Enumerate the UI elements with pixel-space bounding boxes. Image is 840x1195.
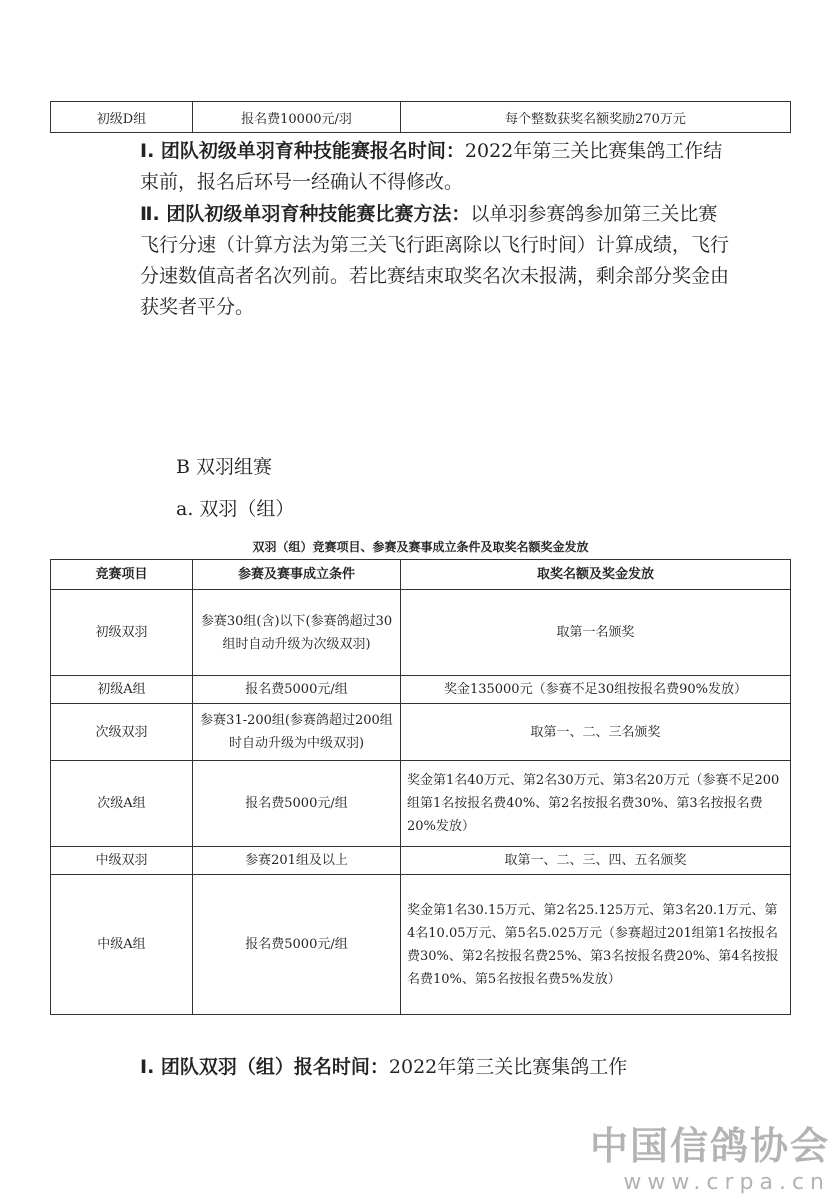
column-header: 竞赛项目: [51, 560, 193, 590]
table-cell: 次级双羽: [51, 704, 193, 761]
table-cell: 奖金第1名40万元、第2名30万元、第3名20万元（参赛不足200组第1名按报名费40%、第2名按报名费30%、第3名按报名费20%发放）: [401, 761, 791, 847]
table-cell: 参赛31-200组(参赛鸽超过200组时自动升级为中级双羽): [193, 704, 401, 761]
table-cell: 每个整数获奖名额奖励270万元: [401, 102, 791, 133]
prize-table: [50, 559, 791, 1015]
paragraph-label: Ⅱ. 团队初级单羽育种技能赛比赛方法：: [140, 203, 471, 225]
table-cell: 报名费5000元/组: [193, 875, 401, 1015]
table-cell: 初级D组: [51, 102, 193, 133]
watermark-url: www.crpa.cn: [623, 1170, 830, 1195]
table-cell: 初级双羽: [51, 590, 193, 676]
paragraph-text: 2022年第三关比赛集鸽工作结束前，报名后环号一经确认不得修改。: [140, 140, 723, 193]
watermark: [590, 1115, 830, 1195]
table-row: [51, 847, 791, 875]
paragraph-label: Ⅰ. 团队双羽（组）报名时间：: [140, 1056, 389, 1078]
column-header: 取奖名额及奖金发放: [401, 560, 791, 590]
table-cell: 报名费5000元/组: [193, 676, 401, 704]
table-cell: 奖金第1名30.15万元、第2名25.125万元、第3名20.1万元、第4名10.05万元、第5名5.025万元（参赛超过201组第1名按报名费30%、第2名按报名费25%、第3名按报名费20%、第4名按报名费10%、第5名按报名费5%发放）: [401, 875, 791, 1015]
paragraph-text: 以单羽参赛鸽参加第三关比赛飞行分速（计算方法为第三关飞行距离除以飞行时间）计算成绩，飞行分速数值高者名次列前。若比赛结束取奖名次未报满，剩余部分奖金由获奖者平分。: [140, 203, 730, 318]
table-row: [51, 875, 791, 1015]
subsection-heading: a. 双羽（组）: [176, 498, 295, 520]
table-cell: 参赛30组(含)以下(参赛鸽超过30组时自动升级为次级双羽): [193, 590, 401, 676]
watermark-logo-text: 中国信鸽协会: [589, 1124, 830, 1168]
top-table: [50, 101, 791, 133]
paragraph-text: 2022年第三关比赛集鸽工作: [388, 1056, 628, 1078]
table-row: [51, 102, 791, 133]
table-cell: 报名费5000元/组: [193, 761, 401, 847]
table-row: [51, 676, 791, 704]
competition-method-paragraph: [140, 199, 730, 323]
table-caption: 双羽（组）竞赛项目、参赛及赛事成立条件及取奖名额奖金发放: [252, 540, 589, 554]
paragraph-label: Ⅰ. 团队初级单羽育种技能赛报名时间：: [140, 140, 465, 162]
table-cell: 报名费10000元/羽: [193, 102, 401, 133]
table-row: [51, 761, 791, 847]
table-cell: 取第一、二、三名颁奖: [401, 704, 791, 761]
section-heading: B 双羽组赛: [176, 456, 273, 478]
registration-time-paragraph: [140, 136, 730, 198]
table-cell: 初级A组: [51, 676, 193, 704]
table-cell: 次级A组: [51, 761, 193, 847]
table-row: [51, 704, 791, 761]
table-cell: 取第一、二、三、四、五名颁奖: [401, 847, 791, 875]
table-header-row: [51, 560, 791, 590]
double-registration-paragraph: [140, 1052, 627, 1079]
table-cell: 取第一名颁奖: [401, 590, 791, 676]
table-cell: 参赛201组及以上: [193, 847, 401, 875]
table-row: [51, 590, 791, 676]
table-cell: 中级A组: [51, 875, 193, 1015]
column-header: 参赛及赛事成立条件: [193, 560, 401, 590]
table-cell: 奖金135000元（参赛不足30组按报名费90%发放）: [401, 676, 791, 704]
table-cell: 中级双羽: [51, 847, 193, 875]
